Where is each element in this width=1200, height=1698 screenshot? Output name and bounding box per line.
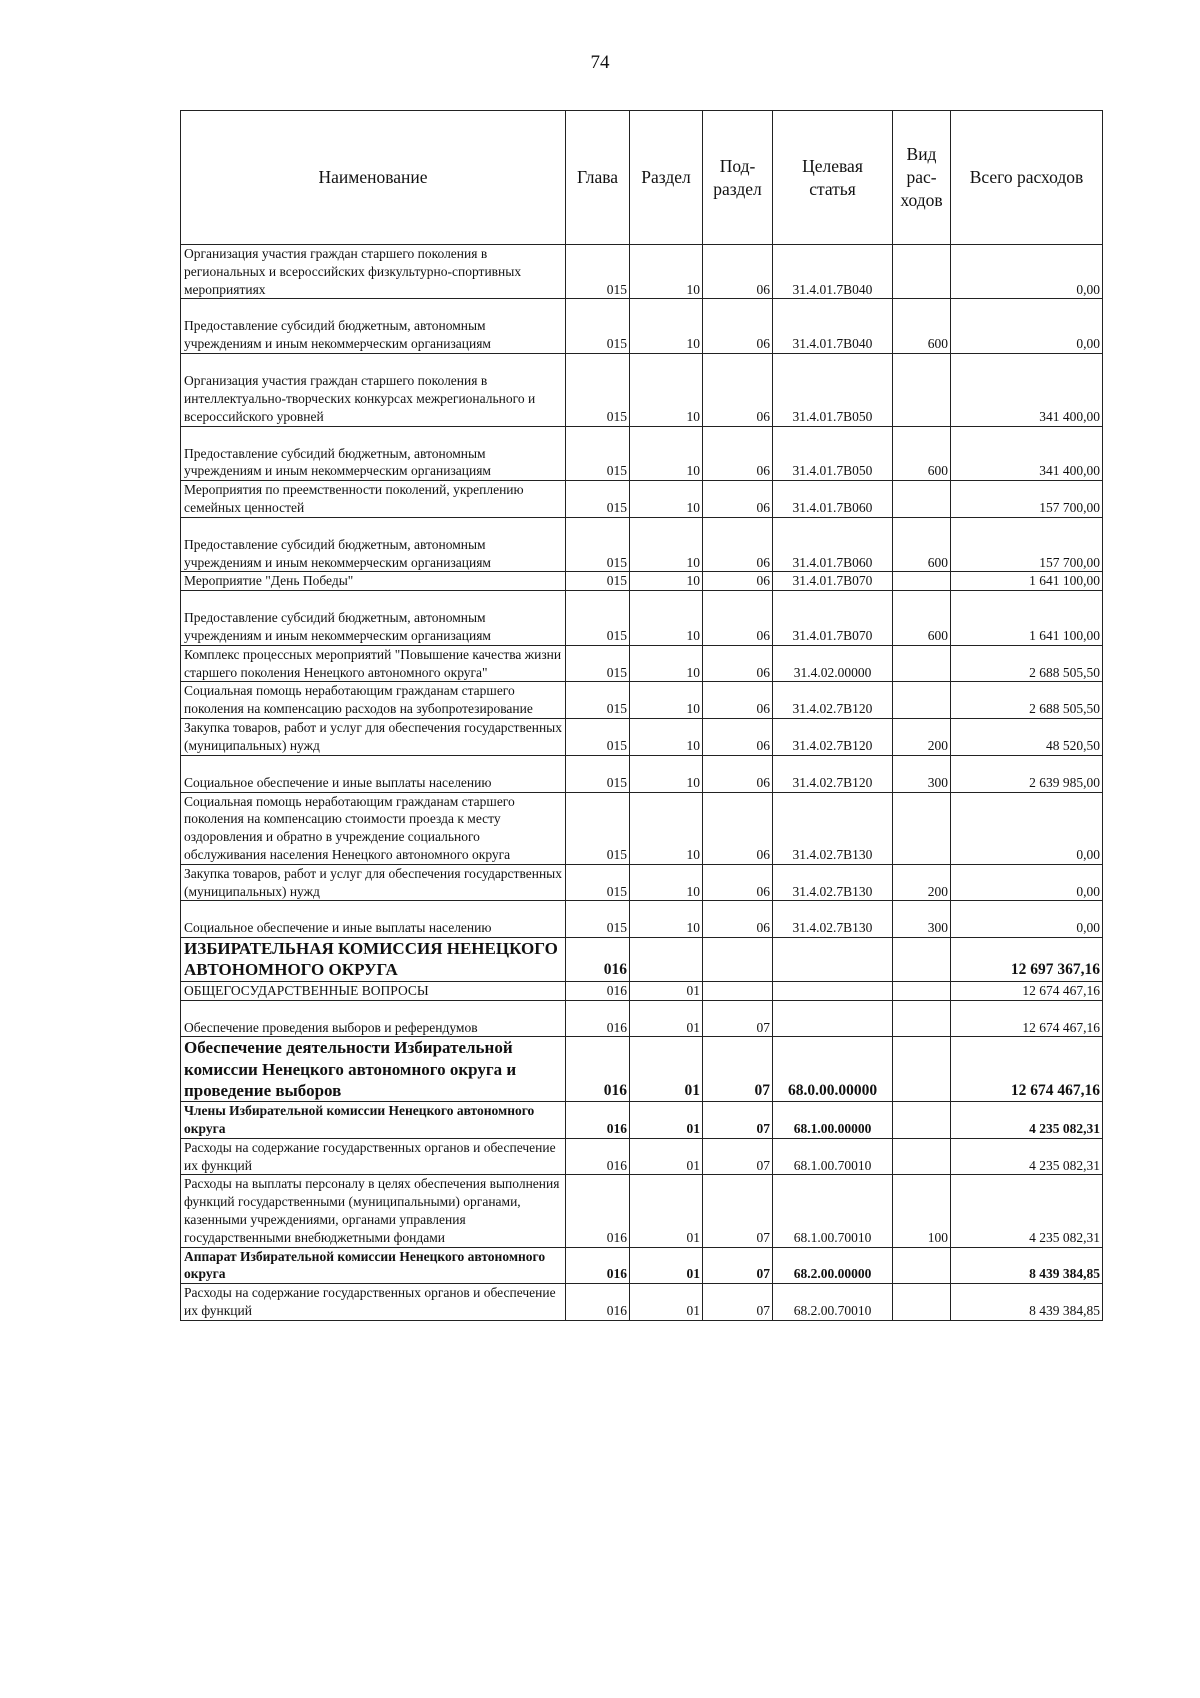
cell-type	[893, 1102, 951, 1139]
cell-chapter: 015	[566, 245, 630, 299]
header-total: Всего расходов	[951, 111, 1103, 245]
cell-subsection: 06	[703, 591, 773, 646]
table-row	[181, 1000, 1103, 1037]
cell-total: 4 235 082,31	[951, 1175, 1103, 1247]
cell-total: 48 520,50	[951, 719, 1103, 756]
cell-total: 8 439 384,85	[951, 1284, 1103, 1321]
cell-name: Предоставление субсидий бюджетным, автономным учреждениям и иным некоммерческим организациям	[181, 517, 566, 572]
cell-chapter: 015	[566, 426, 630, 481]
cell-chapter: 015	[566, 299, 630, 354]
cell-target: 31.4.01.7В070	[773, 572, 893, 591]
table-row	[181, 591, 1103, 646]
cell-total: 157 700,00	[951, 517, 1103, 572]
cell-name: Организация участия граждан старшего поколения в интеллектуально-творческих конкурсах межрегионального и всероссийского уровней	[181, 354, 566, 426]
cell-subsection: 06	[703, 901, 773, 938]
cell-section: 10	[630, 426, 703, 481]
cell-subsection: 06	[703, 719, 773, 756]
cell-name: ОБЩЕГОСУДАРСТВЕННЫЕ ВОПРОСЫ	[181, 981, 566, 1000]
cell-type: 200	[893, 864, 951, 901]
cell-chapter: 016	[566, 1247, 630, 1284]
expenditure-table	[180, 110, 1103, 1321]
cell-type	[893, 792, 951, 864]
table-row	[181, 1284, 1103, 1321]
table-row	[181, 299, 1103, 354]
cell-subsection: 07	[703, 1247, 773, 1284]
cell-section: 01	[630, 1000, 703, 1037]
cell-name: Мероприятия по преемственности поколений, укреплению семейных ценностей	[181, 481, 566, 518]
cell-total: 12 674 467,16	[951, 1037, 1103, 1102]
cell-subsection: 06	[703, 572, 773, 591]
cell-subsection: 06	[703, 645, 773, 682]
cell-section: 01	[630, 1175, 703, 1247]
cell-total: 0,00	[951, 864, 1103, 901]
table-row	[181, 864, 1103, 901]
cell-target	[773, 1000, 893, 1037]
cell-name: Мероприятие "День Победы"	[181, 572, 566, 591]
cell-section: 10	[630, 517, 703, 572]
cell-type	[893, 1284, 951, 1321]
cell-target: 68.1.00.00000	[773, 1102, 893, 1139]
cell-name: Комплекс процессных мероприятий "Повышение качества жизни старшего поколения Ненецкого автономного округа"	[181, 645, 566, 682]
cell-subsection: 06	[703, 755, 773, 792]
cell-target: 31.4.02.7В130	[773, 792, 893, 864]
cell-target	[773, 938, 893, 982]
cell-total: 1 641 100,00	[951, 591, 1103, 646]
cell-subsection: 07	[703, 1102, 773, 1139]
cell-name: Закупка товаров, работ и услуг для обеспечения государственных (муниципальных) нужд	[181, 719, 566, 756]
cell-name: Предоставление субсидий бюджетным, автономным учреждениям и иным некоммерческим организациям	[181, 591, 566, 646]
cell-total: 12 674 467,16	[951, 1000, 1103, 1037]
cell-target: 31.4.01.7В040	[773, 299, 893, 354]
cell-section: 10	[630, 792, 703, 864]
cell-total: 4 235 082,31	[951, 1102, 1103, 1139]
cell-name: Социальное обеспечение и иные выплаты населению	[181, 901, 566, 938]
cell-name: Аппарат Избирательной комиссии Ненецкого автономного округа	[181, 1247, 566, 1284]
table-row	[181, 901, 1103, 938]
cell-section: 10	[630, 354, 703, 426]
cell-type	[893, 981, 951, 1000]
cell-name: ИЗБИРАТЕЛЬНАЯ КОМИССИЯ НЕНЕЦКОГО АВТОНОМНОГО ОКРУГА	[181, 938, 566, 982]
cell-target: 31.4.02.00000	[773, 645, 893, 682]
cell-subsection: 06	[703, 481, 773, 518]
cell-chapter: 015	[566, 864, 630, 901]
cell-chapter: 015	[566, 682, 630, 719]
cell-subsection	[703, 938, 773, 982]
cell-target	[773, 981, 893, 1000]
cell-subsection	[703, 981, 773, 1000]
cell-total: 341 400,00	[951, 354, 1103, 426]
cell-chapter: 016	[566, 1284, 630, 1321]
table-row	[181, 938, 1103, 982]
cell-type	[893, 1000, 951, 1037]
cell-total: 0,00	[951, 245, 1103, 299]
table-row	[181, 517, 1103, 572]
cell-chapter: 015	[566, 719, 630, 756]
cell-section: 10	[630, 299, 703, 354]
header-target: Целевая статья	[773, 111, 893, 245]
cell-chapter: 016	[566, 1175, 630, 1247]
cell-name: Расходы на содержание государственных органов и обеспечение их функций	[181, 1138, 566, 1175]
table-row	[181, 1247, 1103, 1284]
cell-chapter: 015	[566, 792, 630, 864]
cell-section: 10	[630, 591, 703, 646]
cell-total: 4 235 082,31	[951, 1138, 1103, 1175]
cell-target: 68.0.00.00000	[773, 1037, 893, 1102]
cell-section: 10	[630, 901, 703, 938]
cell-type	[893, 645, 951, 682]
cell-section: 10	[630, 864, 703, 901]
cell-total: 2 688 505,50	[951, 645, 1103, 682]
cell-target: 68.1.00.70010	[773, 1138, 893, 1175]
cell-chapter: 016	[566, 938, 630, 982]
page-number: 74	[590, 52, 610, 73]
cell-name: Закупка товаров, работ и услуг для обеспечения государственных (муниципальных) нужд	[181, 864, 566, 901]
cell-section: 10	[630, 481, 703, 518]
cell-type	[893, 481, 951, 518]
header-name: Наименование	[181, 111, 566, 245]
table-row	[181, 981, 1103, 1000]
header-section: Раздел	[630, 111, 703, 245]
cell-type: 600	[893, 591, 951, 646]
cell-target: 31.4.01.7В050	[773, 354, 893, 426]
cell-subsection: 06	[703, 517, 773, 572]
cell-total: 0,00	[951, 299, 1103, 354]
header-chapter: Глава	[566, 111, 630, 245]
cell-section: 01	[630, 1037, 703, 1102]
cell-subsection: 07	[703, 1000, 773, 1037]
cell-subsection: 06	[703, 354, 773, 426]
cell-subsection: 06	[703, 792, 773, 864]
cell-type: 200	[893, 719, 951, 756]
cell-target: 31.4.01.7В060	[773, 517, 893, 572]
cell-section	[630, 938, 703, 982]
cell-chapter: 015	[566, 481, 630, 518]
cell-section: 10	[630, 755, 703, 792]
cell-chapter: 015	[566, 591, 630, 646]
cell-type: 600	[893, 299, 951, 354]
cell-name: Социальная помощь неработающим гражданам старшего поколения на компенсацию расходов на зубопротезирование	[181, 682, 566, 719]
cell-target: 31.4.02.7В120	[773, 755, 893, 792]
cell-type	[893, 938, 951, 982]
cell-name: Расходы на содержание государственных органов и обеспечение их функций	[181, 1284, 566, 1321]
cell-type: 300	[893, 755, 951, 792]
table-header-row	[181, 111, 1103, 245]
cell-name: Предоставление субсидий бюджетным, автономным учреждениям и иным некоммерческим организациям	[181, 299, 566, 354]
cell-total: 0,00	[951, 792, 1103, 864]
cell-section: 10	[630, 572, 703, 591]
cell-name: Социальное обеспечение и иные выплаты населению	[181, 755, 566, 792]
cell-total: 12 674 467,16	[951, 981, 1103, 1000]
cell-type	[893, 245, 951, 299]
cell-section: 01	[630, 1247, 703, 1284]
cell-type	[893, 354, 951, 426]
cell-name: Обеспечение проведения выборов и референдумов	[181, 1000, 566, 1037]
cell-total: 2 688 505,50	[951, 682, 1103, 719]
cell-target: 31.4.02.7В130	[773, 901, 893, 938]
cell-chapter: 015	[566, 755, 630, 792]
cell-section: 10	[630, 682, 703, 719]
cell-name: Обеспечение деятельности Избирательной комиссии Ненецкого автономного округа и проведение выборов	[181, 1037, 566, 1102]
table-row	[181, 426, 1103, 481]
cell-chapter: 016	[566, 1102, 630, 1139]
cell-section: 10	[630, 645, 703, 682]
table-row	[181, 719, 1103, 756]
cell-total: 8 439 384,85	[951, 1247, 1103, 1284]
cell-target: 31.4.01.7В050	[773, 426, 893, 481]
cell-name: Предоставление субсидий бюджетным, автономным учреждениям и иным некоммерческим организациям	[181, 426, 566, 481]
table-row	[181, 755, 1103, 792]
cell-section: 01	[630, 981, 703, 1000]
cell-subsection: 06	[703, 682, 773, 719]
cell-subsection: 06	[703, 426, 773, 481]
cell-chapter: 016	[566, 1138, 630, 1175]
table-row	[181, 645, 1103, 682]
cell-section: 10	[630, 719, 703, 756]
table-row	[181, 245, 1103, 299]
table-row	[181, 1138, 1103, 1175]
header-subsection: Под- раздел	[703, 111, 773, 245]
cell-target: 31.4.02.7В130	[773, 864, 893, 901]
cell-subsection: 07	[703, 1175, 773, 1247]
cell-target: 68.2.00.70010	[773, 1284, 893, 1321]
cell-total: 1 641 100,00	[951, 572, 1103, 591]
cell-chapter: 015	[566, 572, 630, 591]
cell-total: 157 700,00	[951, 481, 1103, 518]
table-row	[181, 682, 1103, 719]
cell-type: 300	[893, 901, 951, 938]
cell-type	[893, 1247, 951, 1284]
cell-section: 10	[630, 245, 703, 299]
table-row	[181, 354, 1103, 426]
cell-target: 31.4.02.7В120	[773, 682, 893, 719]
cell-name: Расходы на выплаты персоналу в целях обеспечения выполнения функций государственными (муниципальными) органами, казенными учреждениями, органами управления государственными внебюджетными фондами	[181, 1175, 566, 1247]
table-row	[181, 1037, 1103, 1102]
cell-chapter: 016	[566, 1000, 630, 1037]
cell-target: 31.4.01.7В040	[773, 245, 893, 299]
cell-target: 31.4.01.7В070	[773, 591, 893, 646]
cell-subsection: 07	[703, 1037, 773, 1102]
cell-total: 2 639 985,00	[951, 755, 1103, 792]
cell-total: 0,00	[951, 901, 1103, 938]
cell-chapter: 015	[566, 517, 630, 572]
cell-type: 100	[893, 1175, 951, 1247]
cell-section: 01	[630, 1284, 703, 1321]
cell-subsection: 06	[703, 299, 773, 354]
table-row	[181, 481, 1103, 518]
table-row	[181, 572, 1103, 591]
cell-total: 12 697 367,16	[951, 938, 1103, 982]
cell-chapter: 016	[566, 981, 630, 1000]
cell-target: 31.4.01.7В060	[773, 481, 893, 518]
cell-chapter: 016	[566, 1037, 630, 1102]
cell-type: 600	[893, 426, 951, 481]
cell-chapter: 015	[566, 354, 630, 426]
cell-chapter: 015	[566, 645, 630, 682]
cell-section: 01	[630, 1102, 703, 1139]
cell-subsection: 07	[703, 1284, 773, 1321]
cell-type	[893, 682, 951, 719]
cell-type	[893, 572, 951, 591]
table-row	[181, 1175, 1103, 1247]
cell-type	[893, 1138, 951, 1175]
header-type: Вид рас- ходов	[893, 111, 951, 245]
cell-name: Социальная помощь неработающим гражданам старшего поколения на компенсацию стоимости проезда к месту оздоровления и обратно в учреждение социального обслуживания населения Ненецкого автономного округа	[181, 792, 566, 864]
cell-target: 68.1.00.70010	[773, 1175, 893, 1247]
table-row	[181, 792, 1103, 864]
cell-subsection: 06	[703, 245, 773, 299]
cell-section: 01	[630, 1138, 703, 1175]
cell-target: 68.2.00.00000	[773, 1247, 893, 1284]
cell-chapter: 015	[566, 901, 630, 938]
cell-name: Члены Избирательной комиссии Ненецкого автономного округа	[181, 1102, 566, 1139]
table-body	[181, 245, 1103, 1321]
cell-type: 600	[893, 517, 951, 572]
cell-target: 31.4.02.7В120	[773, 719, 893, 756]
cell-subsection: 07	[703, 1138, 773, 1175]
table-row	[181, 1102, 1103, 1139]
cell-type	[893, 1037, 951, 1102]
cell-name: Организация участия граждан старшего поколения в региональных и всероссийских физкультурно-спортивных мероприятиях	[181, 245, 566, 299]
cell-total: 341 400,00	[951, 426, 1103, 481]
cell-subsection: 06	[703, 864, 773, 901]
